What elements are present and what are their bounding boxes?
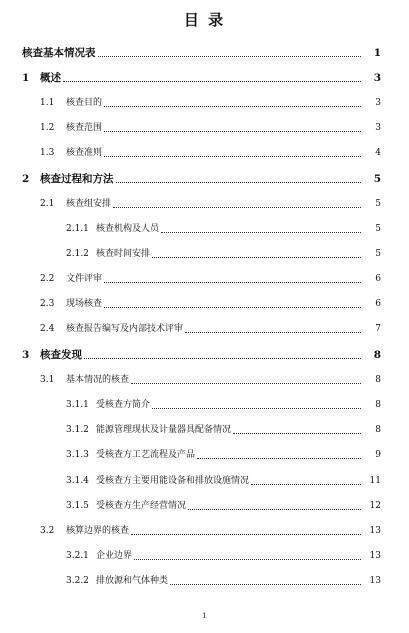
toc-entry-label: 核查目的 [66,98,103,108]
toc-entry-page: 13 [361,574,381,588]
toc-entry-page: 12 [361,499,381,513]
page-number: 1 [202,612,207,620]
toc-entry[interactable] [0,524,409,538]
toc-entry[interactable] [0,121,409,135]
toc-entry-label: 核查基本情况表 [22,47,96,59]
toc-entry-page: 5 [361,222,381,236]
toc-leader-dots [152,408,373,409]
toc-entry-page: 9 [361,448,381,462]
toc-entry-label: 核查过程和方法 [40,173,114,185]
toc-entry-label: 概述 [40,72,61,84]
toc-entry[interactable] [0,549,409,563]
toc-entry-page: 8 [361,423,381,437]
toc-entry-number: 3.1.3 [66,450,89,460]
toc-entry-page: 6 [361,297,381,311]
toc-leader-dots [131,534,367,535]
toc-leader-dots [188,509,367,510]
toc-entry[interactable] [0,373,409,387]
toc-entry-label: 文件评审 [66,274,103,284]
toc-leader-dots [116,182,373,183]
toc-entry[interactable] [0,46,409,60]
toc-entry-page: 5 [361,247,381,261]
toc-entry[interactable] [0,197,409,211]
toc-entry-number: 2.1 [40,199,55,209]
toc-entry-number: 3.2 [40,526,55,536]
toc-leader-dots [152,257,373,258]
toc-entry-page: 1 [361,46,381,60]
toc-leader-dots [197,458,373,459]
toc-entry-label: 核查组安排 [66,199,112,209]
toc-leader-dots [251,484,367,485]
toc-leader-dots [134,559,367,560]
toc-entry-number: 1.2 [40,123,55,133]
toc-leader-dots [104,282,373,283]
toc-entry[interactable] [0,272,409,286]
toc-entry-page: 13 [361,524,381,538]
toc-entry-page: 3 [361,96,381,110]
toc-leader-dots [104,307,373,308]
toc-entry[interactable] [0,247,409,261]
toc-entry-number: 3.1.5 [66,501,89,511]
toc-entry-page: 5 [361,197,381,211]
toc-entry-label: 能源管理现状及计量器具配备情况 [96,425,232,435]
toc-leader-dots [84,358,373,359]
toc-entry-label: 核查发现 [40,349,82,361]
toc-entry-label: 受核查方简介 [96,400,151,410]
toc-entry-label: 核查机构及人员 [96,224,160,234]
toc-entry-number: 2.1.2 [66,249,89,259]
toc-entry[interactable] [0,172,409,186]
toc-entry-page: 11 [361,474,381,488]
toc-entry-number: 3.1.2 [66,425,89,435]
toc-entry-number: 2.2 [40,274,55,284]
toc-leader-dots [104,156,373,157]
toc-entry[interactable] [0,71,409,85]
toc-entry[interactable] [0,474,409,488]
toc-entry-number: 1 [22,72,30,84]
toc-entry[interactable] [0,222,409,236]
toc-entry-label: 企业边界 [96,551,133,561]
toc-entry[interactable] [0,423,409,437]
toc-entry-label: 核查准则 [66,148,103,158]
toc-entry-number: 1.1 [40,98,55,108]
toc-entry-label: 核算边界的核查 [66,526,130,536]
toc-entry-label: 现场核查 [66,299,103,309]
toc-entry-label: 受核查方生产经营情况 [96,501,187,511]
toc-entry-number: 3.1 [40,375,55,385]
toc-entry[interactable] [0,398,409,412]
toc-entry-number: 3.1.1 [66,400,89,410]
toc-entry-number: 2.3 [40,299,55,309]
toc-entry[interactable] [0,348,409,362]
toc-entry[interactable] [0,448,409,462]
toc-leader-dots [98,56,373,57]
toc-entry-label: 核查范围 [66,123,103,133]
toc-leader-dots [170,584,367,585]
toc-leader-dots [233,433,373,434]
toc-entry-page: 8 [361,373,381,387]
toc-entry-page: 7 [361,322,381,336]
toc-entry-number: 2.1.1 [66,224,89,234]
toc-entry-number: 2 [22,173,30,185]
toc-entry[interactable] [0,297,409,311]
toc-entry-label: 受核查方工艺流程及产品 [96,450,196,460]
toc-entry-page: 3 [361,121,381,135]
toc-entry-number: 3.2.1 [66,551,89,561]
toc-entry-label: 基本情况的核查 [66,375,130,385]
toc-entry-label: 核查报告编写及内部技术评审 [66,324,184,334]
toc-leader-dots [63,81,373,82]
toc-leader-dots [185,332,373,333]
toc-entry-page: 3 [361,71,381,85]
toc-entry-number: 3.1.4 [66,476,89,486]
toc-entry[interactable] [0,499,409,513]
toc-entry-number: 3 [22,349,30,361]
toc-title: 目 录 [183,11,226,29]
toc-entry-number: 3.2.2 [66,576,89,586]
toc-entry-page: 5 [361,172,381,186]
toc-entry[interactable] [0,322,409,336]
toc-leader-dots [131,383,373,384]
toc-entry-page: 8 [361,398,381,412]
toc-entry-page: 6 [361,272,381,286]
toc-leader-dots [113,207,373,208]
toc-leader-dots [161,232,373,233]
toc-entry-label: 受核查方主要用能设备和排放设施情况 [96,476,250,486]
toc-entry[interactable] [0,574,409,588]
toc-entry[interactable] [0,146,409,160]
toc-entry[interactable] [0,96,409,110]
toc-leader-dots [104,131,373,132]
toc-entry-page: 8 [361,348,381,362]
toc-leader-dots [104,106,373,107]
toc-entry-number: 2.4 [40,324,55,334]
toc-entry-page: 4 [361,146,381,160]
toc-entry-number: 1.3 [40,148,55,158]
toc-entry-label: 排放源和气体种类 [96,576,169,586]
toc-entry-label: 核查时间安排 [96,249,151,259]
toc-entry-page: 13 [361,549,381,563]
